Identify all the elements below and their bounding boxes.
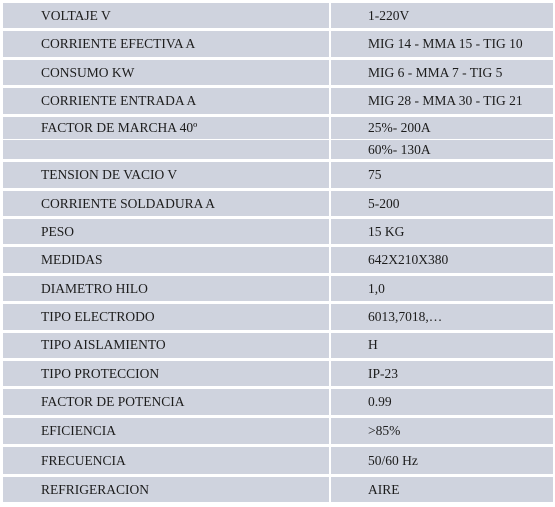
spec-value: AIRE: [331, 477, 553, 506]
spec-label: EFICIENCIA: [3, 418, 331, 447]
table-row: [3, 418, 553, 447]
spec-label: CORRIENTE EFECTIVA A: [3, 31, 331, 59]
spec-value: 6013,7018,…: [331, 304, 553, 332]
spec-value: 60%- 130A: [331, 140, 553, 162]
spec-label: CORRIENTE ENTRADA A: [3, 88, 331, 116]
table-row: [3, 304, 553, 332]
table-row: [3, 3, 553, 31]
table-row: [3, 117, 553, 140]
spec-label: CORRIENTE SOLDADURA A: [3, 191, 331, 219]
spec-label: TIPO AISLAMIENTO: [3, 333, 331, 361]
table-row: [3, 333, 553, 361]
spec-label: VOLTAJE V: [3, 3, 331, 31]
table-row: [3, 191, 553, 219]
spec-label: DIAMETRO HILO: [3, 276, 331, 304]
table-row: [3, 247, 553, 275]
spec-label: TIPO PROTECCION: [3, 361, 331, 389]
spec-label: CONSUMO KW: [3, 60, 331, 88]
table-row: [3, 447, 553, 476]
spec-label: FACTOR DE POTENCIA: [3, 389, 331, 417]
table-row: [3, 276, 553, 304]
table-row: [3, 31, 553, 59]
spec-value: 50/60 Hz: [331, 447, 553, 476]
spec-value: MIG 6 - MMA 7 - TIG 5: [331, 60, 553, 88]
spec-label: FRECUENCIA: [3, 447, 331, 476]
spec-label: REFRIGERACION: [3, 477, 331, 506]
spec-value: 1,0: [331, 276, 553, 304]
table-row: [3, 361, 553, 389]
spec-value: 1-220V: [331, 3, 553, 31]
spec-value: 5-200: [331, 191, 553, 219]
spec-value: 75: [331, 162, 553, 190]
table-row: [3, 219, 553, 247]
table-row: [3, 389, 553, 417]
spec-label: [3, 140, 331, 162]
spec-label: TENSION DE VACIO V: [3, 162, 331, 190]
spec-value: IP-23: [331, 361, 553, 389]
spec-value: MIG 28 - MMA 30 - TIG 21: [331, 88, 553, 116]
spec-value: H: [331, 333, 553, 361]
spec-value: 15 KG: [331, 219, 553, 247]
specifications-table: [3, 3, 553, 505]
spec-value: 25%- 200A: [331, 117, 553, 140]
spec-value: 0.99: [331, 389, 553, 417]
table-row: [3, 88, 553, 116]
spec-label: MEDIDAS: [3, 247, 331, 275]
spec-value: >85%: [331, 418, 553, 447]
spec-value: 642X210X380: [331, 247, 553, 275]
table-row: [3, 477, 553, 506]
table-row: [3, 60, 553, 88]
table-row: [3, 162, 553, 190]
table-row: [3, 140, 553, 162]
spec-label: TIPO ELECTRODO: [3, 304, 331, 332]
spec-label: FACTOR DE MARCHA 40º: [3, 117, 331, 140]
spec-label: PESO: [3, 219, 331, 247]
spec-value: MIG 14 - MMA 15 - TIG 10: [331, 31, 553, 59]
